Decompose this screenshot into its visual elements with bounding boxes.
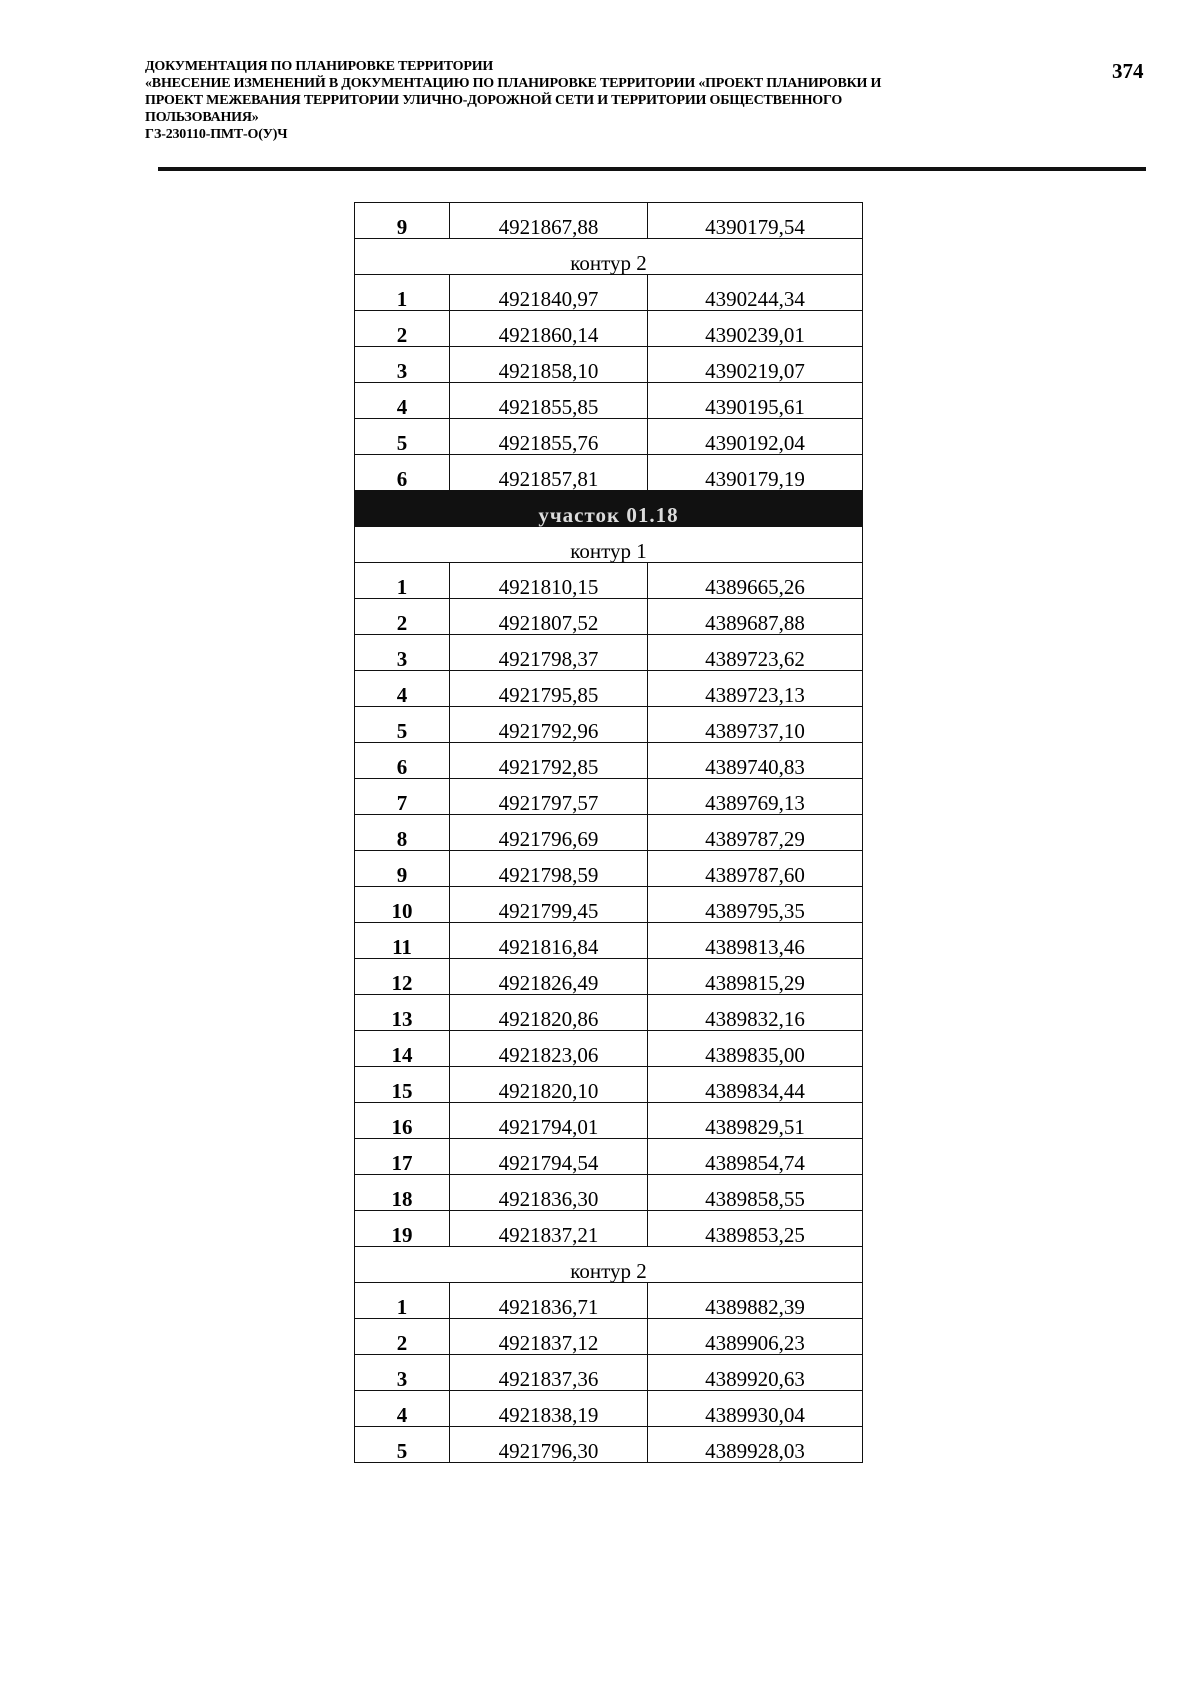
table-row (355, 1427, 863, 1463)
y-coordinate-cell: 4389832,16 (648, 995, 863, 1031)
point-number-cell: 6 (355, 455, 450, 491)
point-number-cell: 1 (355, 563, 450, 599)
y-coordinate-cell: 4389787,60 (648, 851, 863, 887)
table-row (355, 1067, 863, 1103)
point-number-cell: 14 (355, 1031, 450, 1067)
table-row (355, 851, 863, 887)
y-coordinate-cell: 4389723,62 (648, 635, 863, 671)
coordinates-table (354, 202, 863, 1463)
y-coordinate-cell: 4389906,23 (648, 1319, 863, 1355)
x-coordinate-cell: 4921837,12 (450, 1319, 648, 1355)
table-row (355, 203, 863, 239)
x-coordinate-cell: 4921796,69 (450, 815, 648, 851)
y-coordinate-cell: 4389795,35 (648, 887, 863, 923)
y-coordinate-cell: 4389737,10 (648, 707, 863, 743)
y-coordinate-cell: 4389930,04 (648, 1391, 863, 1427)
point-number-cell: 15 (355, 1067, 450, 1103)
table-row (355, 887, 863, 923)
x-coordinate-cell: 4921799,45 (450, 887, 648, 923)
table-row (355, 707, 863, 743)
table-row (355, 743, 863, 779)
x-coordinate-cell: 4921855,85 (450, 383, 648, 419)
header-title-line-3: ПРОЕКТ МЕЖЕВАНИЯ ТЕРРИТОРИИ УЛИЧНО-ДОРОЖНОЙ СЕТИ И ТЕРРИТОРИИ ОБЩЕСТВЕННОГО (145, 93, 843, 108)
x-coordinate-cell: 4921810,15 (450, 563, 648, 599)
table-row (355, 383, 863, 419)
y-coordinate-cell: 4389882,39 (648, 1283, 863, 1319)
point-number-cell: 4 (355, 383, 450, 419)
y-coordinate-cell: 4389835,00 (648, 1031, 863, 1067)
contour-label: контур 2 (355, 1247, 863, 1283)
header-document-code: ГЗ-230110-ПМТ-О(У)Ч (145, 127, 288, 142)
y-coordinate-cell: 4390195,61 (648, 383, 863, 419)
table-row (355, 671, 863, 707)
y-coordinate-cell: 4389723,13 (648, 671, 863, 707)
x-coordinate-cell: 4921797,57 (450, 779, 648, 815)
y-coordinate-cell: 4389687,88 (648, 599, 863, 635)
point-number-cell: 6 (355, 743, 450, 779)
y-coordinate-cell: 4389769,13 (648, 779, 863, 815)
table-row (355, 419, 863, 455)
x-coordinate-cell: 4921794,54 (450, 1139, 648, 1175)
table-row (355, 1139, 863, 1175)
point-number-cell: 7 (355, 779, 450, 815)
x-coordinate-cell: 4921855,76 (450, 419, 648, 455)
point-number-cell: 4 (355, 671, 450, 707)
x-coordinate-cell: 4921796,30 (450, 1427, 648, 1463)
page-number: 374 (1112, 59, 1144, 83)
table-row (355, 923, 863, 959)
table-row (355, 563, 863, 599)
x-coordinate-cell: 4921807,52 (450, 599, 648, 635)
point-number-cell: 2 (355, 1319, 450, 1355)
point-number-cell: 2 (355, 599, 450, 635)
header-title-line-2: «ВНЕСЕНИЕ ИЗМЕНЕНИЙ В ДОКУМЕНТАЦИЮ ПО ПЛАНИРОВКЕ ТЕРРИТОРИИ «ПРОЕКТ ПЛАНИРОВКИ И (145, 76, 882, 91)
y-coordinate-cell: 4390179,19 (648, 455, 863, 491)
contour-header-row (355, 1247, 863, 1283)
point-number-cell: 13 (355, 995, 450, 1031)
x-coordinate-cell: 4921836,71 (450, 1283, 648, 1319)
x-coordinate-cell: 4921823,06 (450, 1031, 648, 1067)
x-coordinate-cell: 4921857,81 (450, 455, 648, 491)
y-coordinate-cell: 4390192,04 (648, 419, 863, 455)
table-row (355, 455, 863, 491)
table-row (355, 995, 863, 1031)
table-row (355, 959, 863, 995)
x-coordinate-cell: 4921837,21 (450, 1211, 648, 1247)
point-number-cell: 19 (355, 1211, 450, 1247)
point-number-cell: 11 (355, 923, 450, 959)
point-number-cell: 9 (355, 851, 450, 887)
header-title-line-1: ДОКУМЕНТАЦИЯ ПО ПЛАНИРОВКЕ ТЕРРИТОРИИ (145, 59, 494, 74)
x-coordinate-cell: 4921826,49 (450, 959, 648, 995)
x-coordinate-cell: 4921836,30 (450, 1175, 648, 1211)
y-coordinate-cell: 4389920,63 (648, 1355, 863, 1391)
y-coordinate-cell: 4389787,29 (648, 815, 863, 851)
table-row (355, 1319, 863, 1355)
x-coordinate-cell: 4921798,59 (450, 851, 648, 887)
x-coordinate-cell: 4921816,84 (450, 923, 648, 959)
point-number-cell: 16 (355, 1103, 450, 1139)
y-coordinate-cell: 4389829,51 (648, 1103, 863, 1139)
y-coordinate-cell: 4389928,03 (648, 1427, 863, 1463)
point-number-cell: 12 (355, 959, 450, 995)
x-coordinate-cell: 4921867,88 (450, 203, 648, 239)
point-number-cell: 5 (355, 707, 450, 743)
table-row (355, 779, 863, 815)
x-coordinate-cell: 4921795,85 (450, 671, 648, 707)
y-coordinate-cell: 4390239,01 (648, 311, 863, 347)
table-row (355, 815, 863, 851)
x-coordinate-cell: 4921792,85 (450, 743, 648, 779)
y-coordinate-cell: 4390219,07 (648, 347, 863, 383)
y-coordinate-cell: 4389813,46 (648, 923, 863, 959)
table-row (355, 1283, 863, 1319)
point-number-cell: 3 (355, 347, 450, 383)
point-number-cell: 3 (355, 635, 450, 671)
table-row (355, 1103, 863, 1139)
y-coordinate-cell: 4390244,34 (648, 275, 863, 311)
section-header-row (355, 491, 863, 527)
x-coordinate-cell: 4921837,36 (450, 1355, 648, 1391)
table-row (355, 311, 863, 347)
contour-header-row (355, 527, 863, 563)
y-coordinate-cell: 4389740,83 (648, 743, 863, 779)
y-coordinate-cell: 4389834,44 (648, 1067, 863, 1103)
x-coordinate-cell: 4921860,14 (450, 311, 648, 347)
y-coordinate-cell: 4389665,26 (648, 563, 863, 599)
table-row (355, 1211, 863, 1247)
coordinates-table-body (355, 203, 863, 1463)
table-row (355, 1031, 863, 1067)
point-number-cell: 9 (355, 203, 450, 239)
x-coordinate-cell: 4921840,97 (450, 275, 648, 311)
table-row (355, 1175, 863, 1211)
x-coordinate-cell: 4921820,86 (450, 995, 648, 1031)
y-coordinate-cell: 4389815,29 (648, 959, 863, 995)
table-row (355, 347, 863, 383)
x-coordinate-cell: 4921792,96 (450, 707, 648, 743)
y-coordinate-cell: 4390179,54 (648, 203, 863, 239)
x-coordinate-cell: 4921794,01 (450, 1103, 648, 1139)
contour-label: контур 2 (355, 239, 863, 275)
header-divider (158, 167, 1146, 171)
y-coordinate-cell: 4389858,55 (648, 1175, 863, 1211)
point-number-cell: 1 (355, 275, 450, 311)
table-row (355, 1355, 863, 1391)
point-number-cell: 8 (355, 815, 450, 851)
document-header (145, 58, 1050, 143)
section-label: участок 01.18 (355, 491, 863, 527)
x-coordinate-cell: 4921838,19 (450, 1391, 648, 1427)
point-number-cell: 3 (355, 1355, 450, 1391)
table-row (355, 599, 863, 635)
point-number-cell: 10 (355, 887, 450, 923)
point-number-cell: 4 (355, 1391, 450, 1427)
y-coordinate-cell: 4389854,74 (648, 1139, 863, 1175)
y-coordinate-cell: 4389853,25 (648, 1211, 863, 1247)
point-number-cell: 18 (355, 1175, 450, 1211)
x-coordinate-cell: 4921798,37 (450, 635, 648, 671)
header-title-line-4: ПОЛЬЗОВАНИЯ» (145, 110, 259, 125)
table-row (355, 1391, 863, 1427)
x-coordinate-cell: 4921858,10 (450, 347, 648, 383)
contour-header-row (355, 239, 863, 275)
point-number-cell: 5 (355, 419, 450, 455)
point-number-cell: 1 (355, 1283, 450, 1319)
point-number-cell: 2 (355, 311, 450, 347)
x-coordinate-cell: 4921820,10 (450, 1067, 648, 1103)
point-number-cell: 17 (355, 1139, 450, 1175)
contour-label: контур 1 (355, 527, 863, 563)
point-number-cell: 5 (355, 1427, 450, 1463)
table-row (355, 635, 863, 671)
table-row (355, 275, 863, 311)
